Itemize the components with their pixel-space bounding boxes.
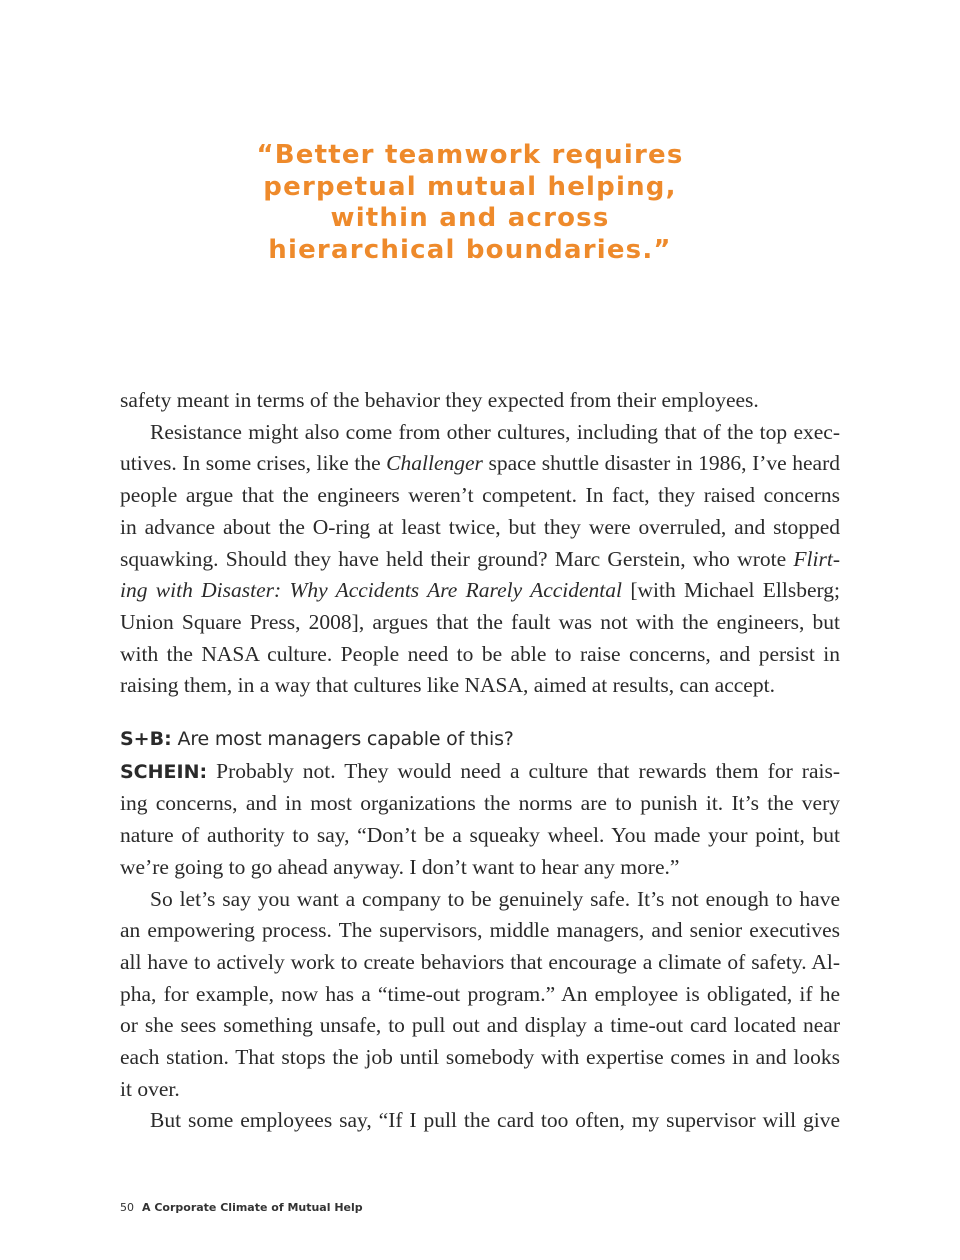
text-run: squawking. Should they have held their ground? Marc Gerstein, who wrote: [120, 546, 794, 571]
text-line: raising them, in a way that cultures like NASA, aimed at results, can accept.: [120, 673, 775, 698]
text-line: we’re going to go ahead anyway. I don’t want to hear any more.”: [120, 854, 680, 879]
text-line: all have to actively work to create behaviors that encourage a climate of safety. Al-: [120, 949, 840, 974]
text-line: [120, 756, 840, 789]
paragraph: [120, 1105, 840, 1137]
text-line: it over.: [120, 1076, 180, 1101]
pull-quote-line: perpetual mutual helping,: [263, 171, 677, 202]
spacer: [120, 702, 840, 723]
page-number: 50: [120, 1201, 134, 1214]
article-body: [120, 385, 840, 1137]
pull-quote-line: “Better teamwork requires: [256, 140, 684, 170]
text-line: So let’s say you want a company to be genuinely safe. It’s not enough to have: [150, 886, 840, 911]
interviewer-label: S+B:: [120, 728, 172, 751]
text-line: each station. That stops the job until somebody with expertise comes in and looks: [120, 1045, 840, 1070]
text-line: pha, for example, now has a “time-out program.” An employee is obligated, if he: [120, 981, 840, 1006]
page-footer: [120, 1201, 363, 1214]
text-run: Probably not. They would need a culture that rewards them for rais-: [207, 758, 840, 783]
paragraph: [120, 417, 840, 702]
italic-title: Challenger: [386, 451, 483, 476]
text-line: or she sees something unsafe, to pull out and display a time-out card located near: [120, 1013, 840, 1038]
text-run: [with Michael Ellsberg;: [622, 578, 841, 603]
text-line: Union Square Press, 2008], argues that the fault was not with the engineers, but: [120, 609, 840, 634]
interview-answer: [120, 756, 840, 884]
text-line: ing concerns, and in most organizations the norms are to punish it. It’s the very: [120, 791, 840, 816]
text-line: [120, 448, 840, 480]
text-line: Resistance might also come from other cultures, including that of the top exec-: [150, 419, 840, 444]
running-title: A Corporate Climate of Mutual Help: [142, 1201, 363, 1214]
text-run: space shuttle disaster in 1986, I’ve heard: [482, 451, 840, 476]
interview-question: [120, 723, 840, 756]
text-run: utives. In some crises, like the: [120, 451, 387, 476]
text-line: [120, 544, 840, 576]
text-line: safety meant in terms of the behavior they expected from their employees.: [120, 388, 759, 412]
question-text: Are most managers capable of this?: [171, 728, 514, 751]
text-line: an empowering process. The supervisors, middle managers, and senior executives: [120, 918, 840, 943]
text-line: nature of authority to say, “Don’t be a squeaky wheel. You made your point, but: [120, 823, 840, 848]
pull-quote: [220, 140, 720, 266]
text-line: in advance about the O-ring at least twice, but they were overruled, and stopped: [120, 514, 840, 539]
text-line: [120, 723, 840, 756]
paragraph: [120, 884, 840, 1106]
pull-quote-line: hierarchical boundaries.”: [268, 234, 672, 265]
paragraph: [120, 385, 840, 417]
pull-quote-line: within and across: [330, 203, 610, 233]
respondent-label: SCHEIN:: [120, 760, 208, 783]
text-line: with the NASA culture. People need to be able to raise concerns, and persist in: [120, 641, 840, 666]
italic-title: Flirt-: [793, 546, 840, 571]
text-line: [120, 575, 840, 607]
text-line: But some employees say, “If I pull the card too often, my supervisor will give: [150, 1108, 840, 1133]
text-line: people argue that the engineers weren’t competent. In fact, they raised concerns: [120, 483, 840, 508]
italic-title: ing with Disaster: Why Accidents Are Rarely Accidental: [120, 578, 623, 603]
